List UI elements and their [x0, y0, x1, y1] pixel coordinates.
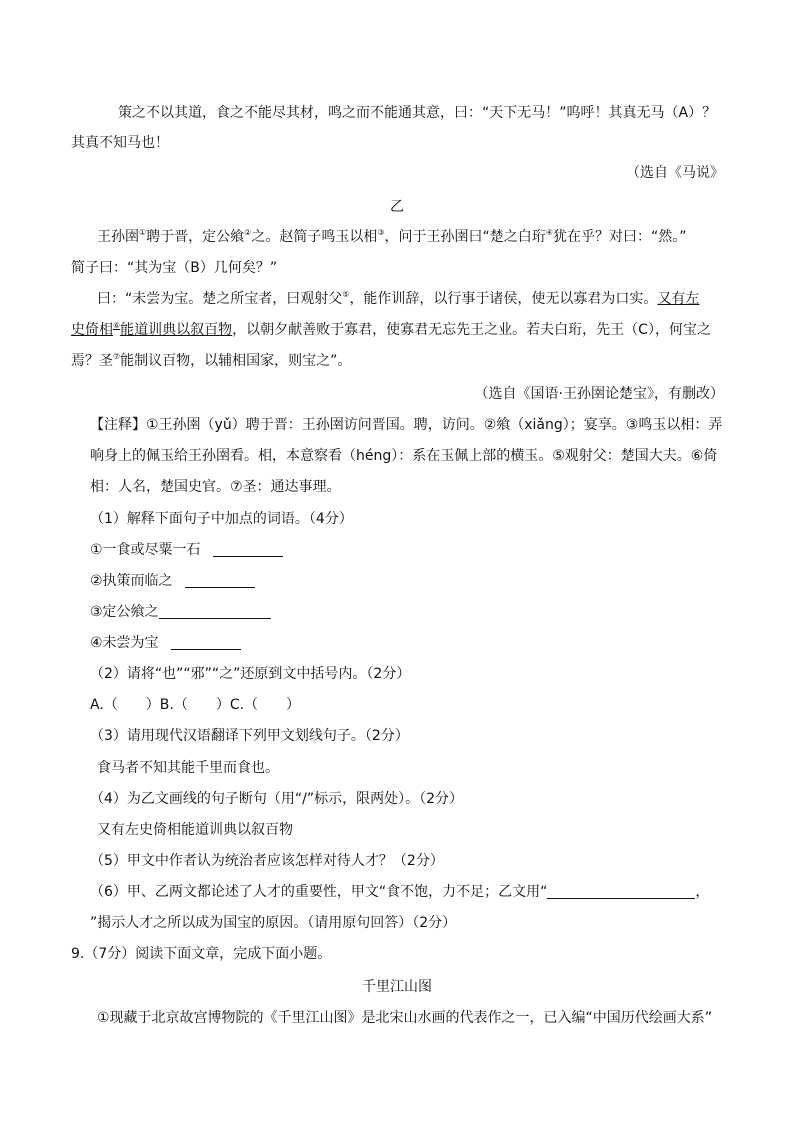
item-text: ④未尝为宝 [90, 635, 159, 651]
passage-b-line-1 [97, 227, 686, 247]
passage-b-line-2: 简子曰：“其为宝（B）几何矣？” [71, 260, 278, 276]
passage-b-source: （选自《国语·王孙圉论楚宝》，有删改） [474, 386, 724, 402]
note-ref-3: ③ [377, 228, 385, 237]
underlined-sentence-part: 史倚相 [71, 322, 113, 338]
note-ref-7: ⑦ [113, 352, 121, 361]
passage-b-line-3 [97, 289, 699, 309]
article-paragraph-1: ①现藏于北京故宫博物院的《千里江山图》是北宋山水画的代表作之一，已入编“中国历代绘画大系” [97, 1010, 713, 1026]
answer-blank[interactable] [547, 884, 695, 899]
underlined-sentence-part: 能道训典以叙百物 [120, 322, 233, 338]
answer-blank[interactable] [213, 542, 283, 557]
passage-b-text: ，问于王孙圉曰“楚之白珩 [384, 229, 546, 245]
answer-blank[interactable] [185, 573, 255, 588]
question-6-comma: ， [695, 884, 710, 900]
passage-a-source: （选自《马说》 [626, 165, 724, 181]
passage-b-text: 焉？圣 [71, 353, 113, 369]
note-ref-2: ② [244, 228, 252, 237]
question-1: （1）解释下面句子中加点的词语。（4分） [90, 511, 353, 527]
question-1-item-2 [90, 571, 255, 591]
question-4: （4）为乙文画线的句子断句（用“/”标示，限两处）。（2分） [90, 791, 464, 807]
question-6-line-1 [90, 882, 709, 902]
question-9-header: 9.（7分）阅读下面文章，完成下面小题。 [71, 946, 332, 962]
passage-b-text: 曰：“未尝为宝。楚之所宝者，曰观射父 [97, 291, 343, 307]
passage-b-text: 王孙圉 [97, 229, 139, 245]
question-6-line-2: ”揭示人才之所以成为国宝的原因。（请用原句回答）（2分） [90, 915, 457, 931]
article-title: 千里江山图 [362, 979, 432, 995]
passage-a-line-1: 策之不以其道，食之不能尽其材，鸣之而不能通其意，曰：“天下无马！”呜呼！其真无马（A）？ [118, 105, 717, 121]
note-ref-5: ⑤ [342, 290, 350, 299]
note-ref-6: ⑥ [113, 321, 121, 330]
passage-b-text: 之。赵简子鸣玉以相 [251, 229, 378, 245]
question-4-sentence: 又有左史倚相能道训典以叙百物 [97, 822, 293, 838]
question-2: （2）请将“也”“邪”“之”还原到文中括号内。（2分） [90, 666, 411, 682]
answer-blank[interactable] [159, 604, 271, 619]
note-ref-4: ④ [545, 228, 553, 237]
question-1-item-3 [90, 602, 271, 622]
question-5: （5）甲文中作者认为统治者应该怎样对待人才？（2分） [90, 853, 444, 869]
answer-blank[interactable] [171, 635, 241, 650]
item-text: ①一食或尽粟一石 [90, 542, 201, 558]
passage-b-line-5 [71, 351, 351, 371]
passage-b-title: 乙 [390, 199, 404, 215]
passage-b-text: ，能作训辞，以行事于诸侯，使无以寡君为口实。 [349, 291, 658, 307]
passage-b-text: 聘于晋，定公飨 [146, 229, 245, 245]
question-3-sentence: 食马者不知其能千里而食也。 [97, 760, 279, 776]
passage-b-text: 能制议百物，以辅相国家，则宝之”。 [120, 353, 352, 369]
item-text: ②执策而临之 [90, 573, 173, 589]
notes-line-3: 相：人名，楚国史官。⑦圣：通达事理。 [90, 479, 341, 495]
question-1-item-4 [90, 633, 241, 653]
passage-b-text: ，以朝夕献善败于寡君，使寡君无忘先王之业。若夫白珩，先王（C），何宝之 [232, 322, 711, 338]
notes-line-1: 【注释】①王孙圉（yǔ）聘于晋：王孙圉访问晋国。聘，访问。②飨（xiǎng）；宴享。③鸣玉以相：弄 [90, 417, 723, 433]
note-ref-1: ① [139, 228, 147, 237]
item-text: ③定公飨之 [90, 604, 159, 620]
passage-a-line-2: 其真不知马也！ [71, 135, 169, 151]
passage-b-line-4 [71, 320, 711, 340]
question-6-text: （6）甲、乙两文都论述了人才的重要性，甲文“食不饱，力不足；乙文用“ [90, 884, 548, 900]
question-3: （3）请用现代汉语翻译下列甲文划线句子。（2分） [90, 728, 409, 744]
passage-b-text: 犹在乎？对曰：“然。” [552, 229, 687, 245]
question-1-item-1 [90, 540, 283, 560]
underlined-sentence-part: 又有左 [657, 291, 700, 307]
notes-line-2: 响身上的佩玉给王孙圉看。相，本意察看（héng）：系在玉佩上部的横玉。⑤观射父：楚国大夫。⑥倚 [90, 448, 718, 464]
question-2-options: A.（ ）B.（ ）C.（ ） [90, 697, 301, 713]
